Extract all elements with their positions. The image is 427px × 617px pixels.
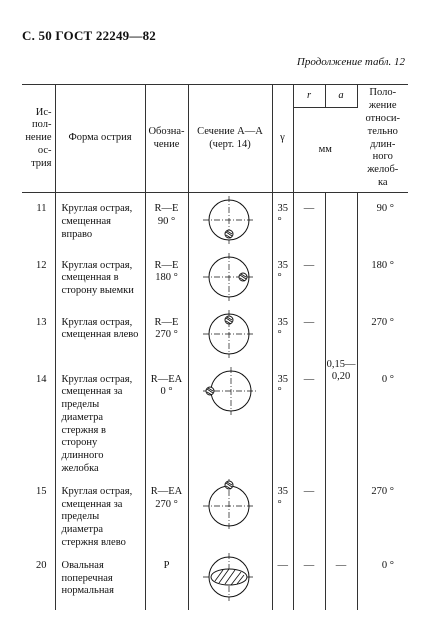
cell-form: Овальная поперечная нормальная <box>55 550 145 610</box>
cell-section <box>188 476 272 550</box>
cell-r: — <box>293 364 325 476</box>
cell-section <box>188 193 272 250</box>
table-continuation-note: Продолжение табл. 12 <box>296 56 405 68</box>
header-designation: Обозна- чение <box>145 85 188 193</box>
cell-gamma: 35 ° <box>272 364 293 476</box>
cell-position: 270 ° <box>371 485 394 497</box>
cell-gamma: 35 ° <box>272 307 293 364</box>
cell-section <box>188 250 272 307</box>
tip-forms-table <box>22 84 408 610</box>
header-position: Поло- жение относи- тельно длин- ного желоб- ка <box>357 85 408 193</box>
header-number: Ис- пол- нение ос- трия <box>22 85 55 193</box>
circle-outside-top-icon <box>199 478 261 532</box>
page-header: С. 50 ГОСТ 22249—82 <box>22 28 156 43</box>
circle-offset-top-icon <box>199 309 261 359</box>
cell-position: 270 ° <box>371 316 394 328</box>
cell-gamma: 35 ° <box>272 476 293 550</box>
cell-position: 0 ° <box>381 373 394 385</box>
cell-designation: R—E 270 ° <box>145 307 188 364</box>
cell-section <box>188 550 272 610</box>
cell-r: — <box>293 193 325 250</box>
cell-form: Круглая острая, смещенная за пределы диаметра стержня в сторону длинного желобка <box>55 364 145 476</box>
cell-number: 14 <box>22 364 55 476</box>
header-section: Сечение А—А (черт. 14) <box>188 85 272 193</box>
cell-position: 180 ° <box>371 259 394 271</box>
cell-r: — <box>293 476 325 550</box>
cell-a: — <box>325 550 357 610</box>
circle-offset-bottom-icon <box>199 195 261 245</box>
cell-section <box>188 364 272 476</box>
cell-number: 12 <box>22 250 55 307</box>
cell-r: — <box>293 550 325 610</box>
header-a: a <box>325 85 357 108</box>
cell-designation: R—E 90 ° <box>145 193 188 250</box>
cell-a-merged: 0,15— 0,20 <box>325 193 357 550</box>
cell-form: Круглая острая, смещенная вправо <box>55 193 145 250</box>
cell-designation: R—E 180 ° <box>145 250 188 307</box>
table-row <box>22 550 408 610</box>
cell-r: — <box>293 250 325 307</box>
cell-gamma: 35 ° <box>272 193 293 250</box>
cell-position: 0 ° <box>381 559 394 571</box>
oval-hatched-icon <box>199 552 261 602</box>
cell-form: Круглая острая, смещенная за пределы диаметра стержня влево <box>55 476 145 550</box>
header-r: r <box>293 85 325 108</box>
cell-designation: R—EA 270 ° <box>145 476 188 550</box>
cell-form: Круглая острая, смещенная влево <box>55 307 145 364</box>
cell-number: 15 <box>22 476 55 550</box>
cell-gamma: 35 ° <box>272 250 293 307</box>
cell-number: 11 <box>22 193 55 250</box>
cell-gamma: — <box>272 550 293 610</box>
header-form: Форма острия <box>55 85 145 193</box>
cell-number: 13 <box>22 307 55 364</box>
cell-r: — <box>293 307 325 364</box>
cell-form: Круглая острая, смещенная в сторону выемки <box>55 250 145 307</box>
table-row <box>22 193 408 250</box>
cell-designation: P <box>145 550 188 610</box>
header-gamma: γ <box>272 85 293 193</box>
header-units: мм <box>293 108 357 193</box>
circle-outside-left-icon <box>199 366 261 416</box>
cell-number: 20 <box>22 550 55 610</box>
cell-position: 90 ° <box>376 203 394 214</box>
cell-designation: R—EA 0 ° <box>145 364 188 476</box>
circle-offset-right-icon <box>199 252 261 302</box>
cell-section <box>188 307 272 364</box>
